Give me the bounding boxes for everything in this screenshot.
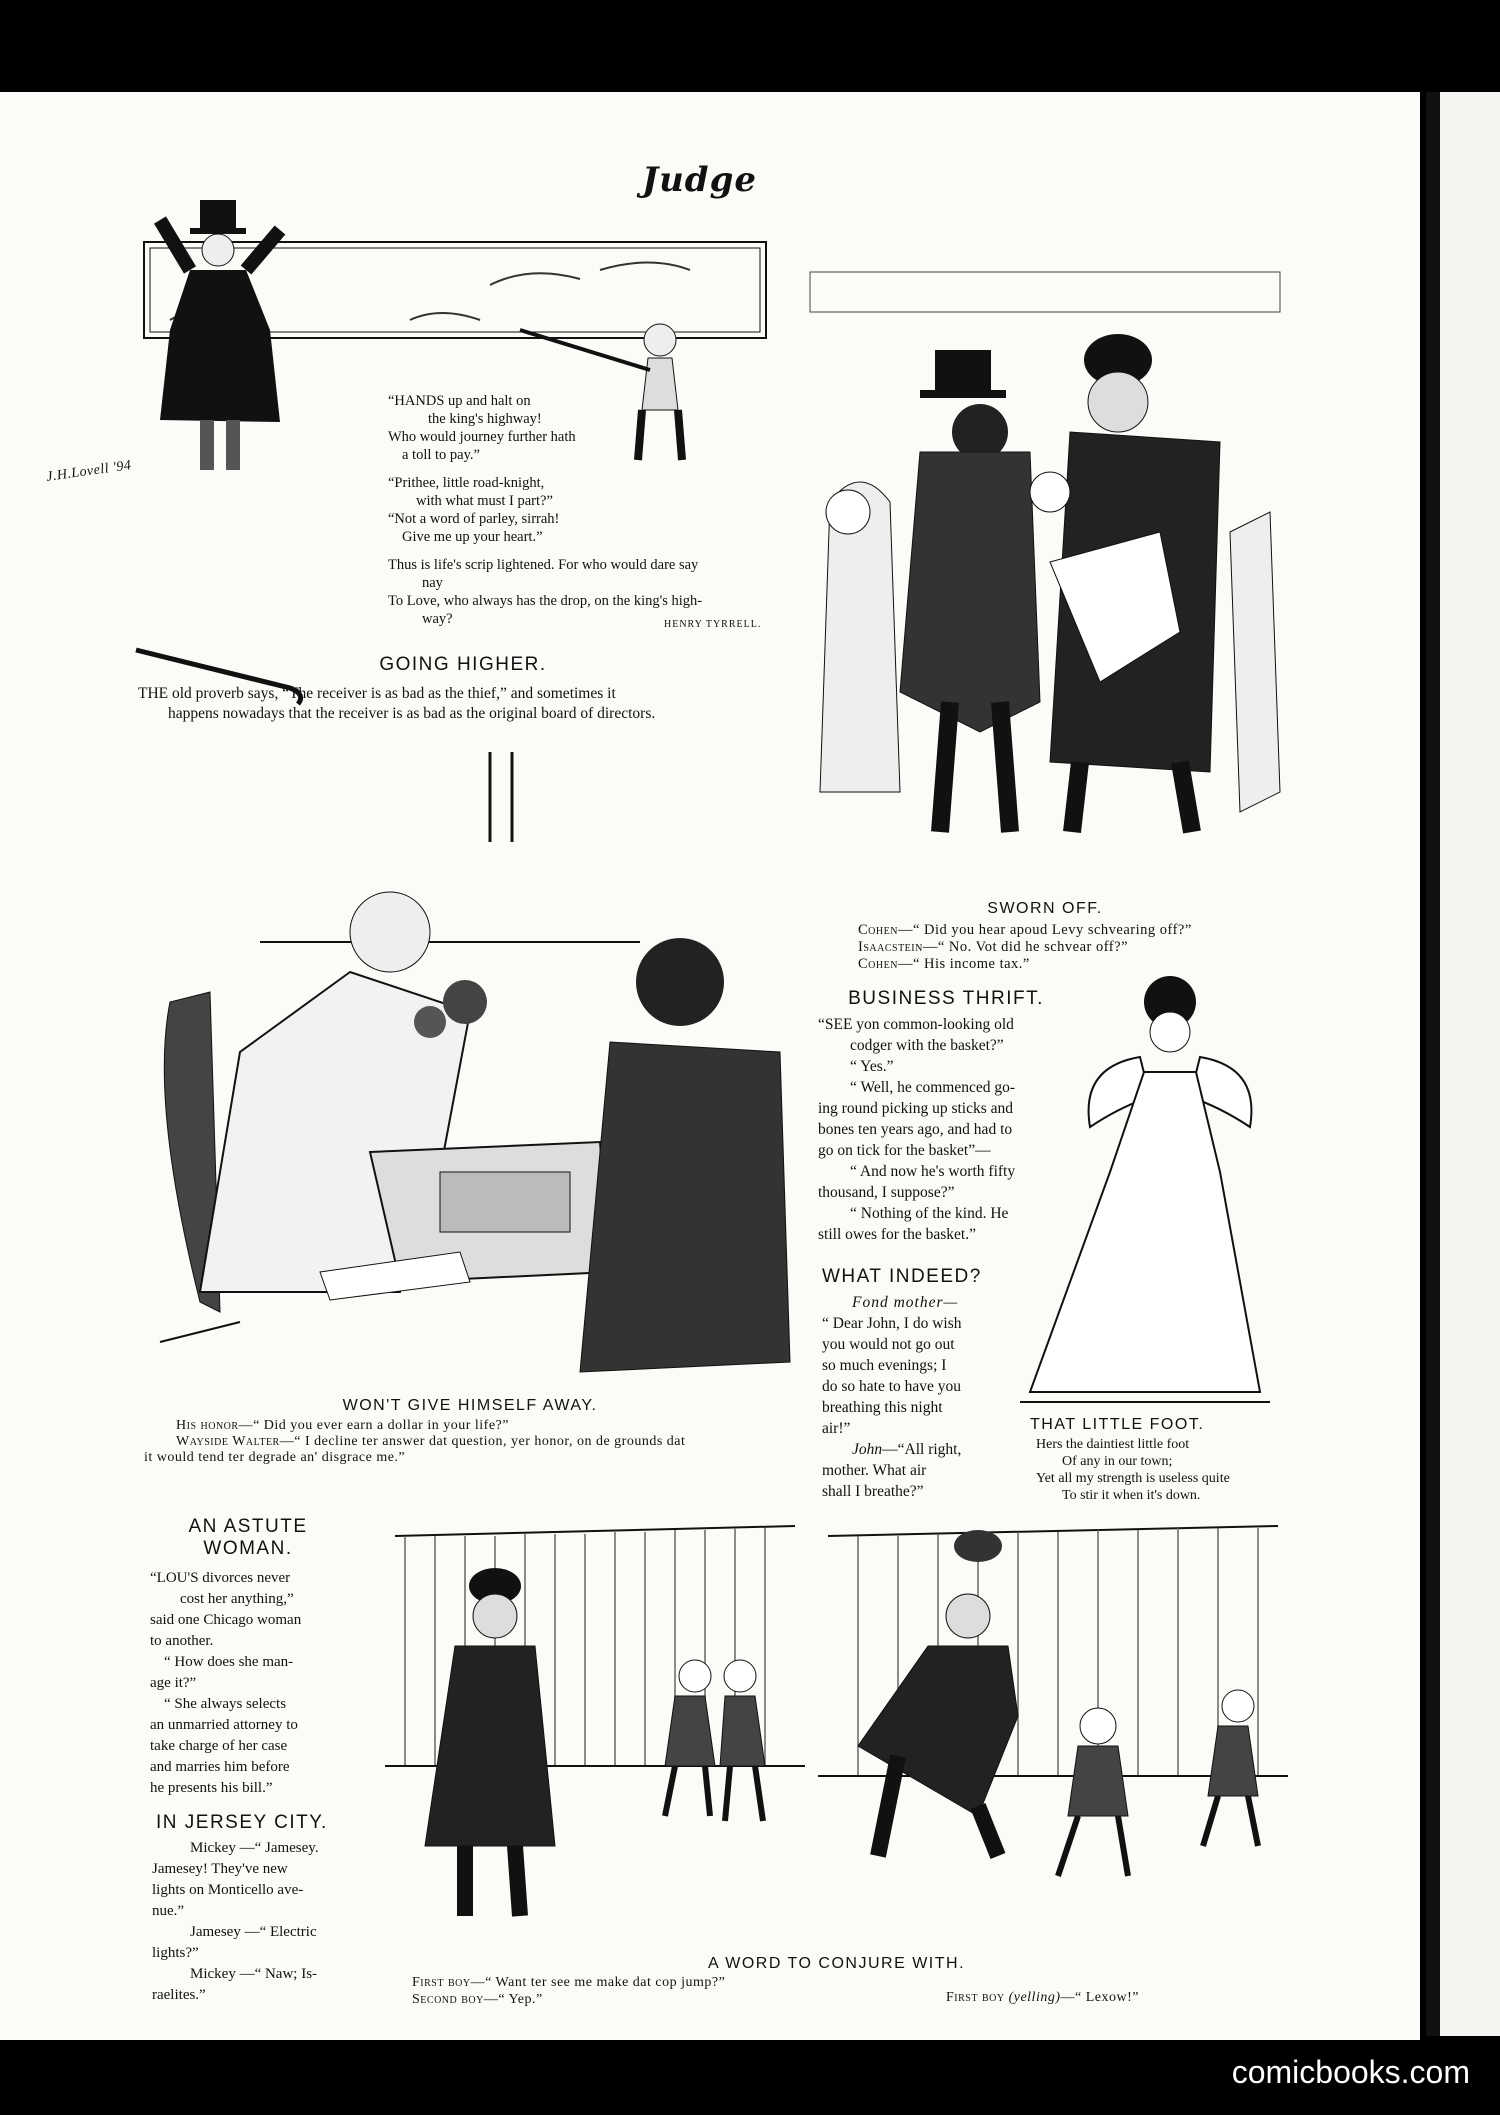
poem-line: Thus is life's scrip lightened. For who would dare say — [388, 557, 699, 573]
speaker-name: First boy — [412, 1975, 471, 1990]
text-line: an unmarried attorney to — [150, 1717, 298, 1733]
going-higher-heading: GOING HIGHER. — [379, 654, 547, 675]
astute-woman-text — [150, 1568, 346, 1799]
sworn-off-caption: SWORN OFF. — [987, 900, 1103, 917]
text-line: “ Well, he commenced go- — [850, 1079, 1016, 1096]
text-line: and marries him before — [150, 1759, 290, 1775]
text-line: shall I breathe?” — [822, 1483, 924, 1500]
what-indeed-heading: WHAT INDEED? — [822, 1266, 982, 1287]
text-line: ing round picking up sticks and — [818, 1100, 1014, 1117]
dialogue-text: —“ No. Vot did he schvear off?” — [922, 939, 1129, 955]
text-line: Jamesey! They've new — [152, 1861, 288, 1877]
speaker-name: Wayside Walter — [176, 1434, 280, 1449]
text-line: to another. — [150, 1633, 214, 1649]
poem-line: “Prithee, little road-knight, — [388, 475, 545, 491]
jumping-cop-illustration — [818, 1516, 1288, 1936]
text-line: raelites.” — [152, 1987, 206, 2003]
text-line: he presents his bill.” — [150, 1780, 273, 1796]
conjure-dialogue-left — [412, 1974, 725, 2008]
text-line: Jamesey —“ Electric — [190, 1924, 317, 1940]
text-line: thousand, I suppose?” — [818, 1184, 955, 1201]
jersey-city-heading: IN JERSEY CITY. — [156, 1812, 328, 1833]
dialogue-text: —“ Lexow!” — [1060, 1990, 1139, 2005]
poem-line: To Love, who always has the drop, on the king's high- — [388, 593, 703, 609]
speaker-name: John — [852, 1441, 883, 1458]
heading-line: AN ASTUTE — [188, 1516, 308, 1537]
poem-line: Give me up your heart.” — [402, 529, 543, 545]
text-line: codger with the basket?” — [850, 1037, 1004, 1054]
poem-line: To stir it when it's down. — [1062, 1488, 1201, 1503]
poem-line: Of any in our town; — [1062, 1454, 1173, 1469]
speaker-name: Fond mother — [852, 1294, 944, 1311]
adjacent-page-edge — [1426, 92, 1500, 2036]
text-line: nue.” — [152, 1903, 185, 1919]
poem-line: Who would journey further hath — [388, 429, 576, 445]
text-line: breathing this night — [822, 1399, 943, 1416]
poem-line: “Not a word of parley, sirrah! — [388, 511, 560, 527]
poem-line: Yet all my strength is useless quite — [1036, 1471, 1230, 1486]
text-line: lights?” — [152, 1945, 199, 1961]
text-line: “ She always selects — [164, 1696, 287, 1712]
little-foot-poem — [1036, 1436, 1230, 1504]
dialogue-text: —“ Want ter see me make dat cop jump?” — [470, 1975, 726, 1990]
text-line: go on tick for the basket”— — [818, 1142, 991, 1159]
speaker-name: First boy — [946, 1990, 1005, 2005]
magazine-page — [0, 92, 1420, 2040]
what-indeed-text: Fond mother— “ Dear John, I do wish you would not go out so much evenings; I do so hate to have you breathing this night air!” John—“All right, mother. What air shall I breathe?” — [822, 1292, 1002, 1502]
text-line: Mickey —“ Naw; Is- — [190, 1966, 318, 1982]
poem-line: with what must I part?” — [416, 493, 553, 509]
text-line: “LOU'S divorces never — [150, 1570, 291, 1586]
cop-and-boys-illustration — [385, 1516, 805, 1936]
sworn-off-illustration — [800, 232, 1290, 892]
stage-direction: (yelling) — [1008, 1990, 1061, 2005]
text-line: Mickey —“ Jamesey. — [190, 1840, 319, 1856]
text-line: do so hate to have you — [822, 1378, 962, 1395]
poem-line: “HANDS up and halt on — [388, 393, 531, 409]
text-line: take charge of her case — [150, 1738, 288, 1754]
text-line: “ Yes.” — [850, 1058, 894, 1075]
text-line: “ Nothing of the kind. He — [850, 1205, 1009, 1222]
heading-line: WOMAN. — [203, 1538, 293, 1559]
text-line: you would not go out — [822, 1336, 955, 1353]
wont-give-caption: WON'T GIVE HIMSELF AWAY. — [342, 1397, 598, 1414]
poem-line: Hers the daintiest little foot — [1036, 1437, 1190, 1452]
speaker-name: Cohen — [858, 922, 898, 938]
text-line: age it?” — [150, 1675, 197, 1691]
poem-line: the king's highway! — [428, 411, 542, 427]
speaker-name: Cohen — [858, 956, 898, 972]
conjure-caption: A WORD TO CONJURE WITH. — [707, 1955, 966, 1972]
text-line: bones ten years ago, and had to — [818, 1121, 1013, 1138]
speaker-name: Isaacstein — [858, 939, 923, 955]
masthead: Judge — [642, 160, 757, 200]
jersey-city-text — [152, 1838, 348, 2006]
poem-line: nay — [422, 575, 443, 591]
astute-woman-heading — [150, 1516, 346, 1560]
poem-line: a toll to pay.” — [402, 447, 480, 463]
footer-bar — [0, 2040, 1500, 2115]
courtroom-illustration — [140, 752, 800, 1392]
text-line: still owes for the basket.” — [818, 1226, 976, 1243]
text-line: lights on Monticello ave- — [152, 1882, 304, 1898]
text-line: said one Chicago woman — [150, 1612, 302, 1628]
going-higher-text-1: THE old proverb says, “The receiver is as bad as the thief,” and sometimes it — [138, 685, 616, 702]
text-line: “ Dear John, I do wish — [822, 1315, 962, 1332]
kings-highway-poem — [388, 392, 778, 628]
text-line: mother. What air — [822, 1462, 927, 1479]
dialogue-text: —“ His income tax.” — [897, 956, 1030, 972]
text-line: —“All right, — [882, 1441, 962, 1458]
lady-in-gown-illustration — [1020, 972, 1280, 1412]
text-line: cost her anything,” — [180, 1591, 294, 1607]
speaker-name: Second boy — [412, 1992, 484, 2007]
little-foot-caption: THAT LITTLE FOOT. — [1030, 1416, 1205, 1433]
dialogue-text: —“ Did you ever earn a dollar in your life?” — [238, 1418, 509, 1433]
dialogue-text: it would tend ter degrade an' disgrace me.” — [144, 1450, 406, 1465]
going-higher-text-2: happens nowadays that the receiver is as bad as the original board of directors. — [168, 705, 656, 722]
text-line: “ And now he's worth fifty — [850, 1163, 1016, 1180]
text-line: “SEE yon common-looking old — [818, 1016, 1014, 1033]
dialogue-text: —“ I decline ter answer dat question, yer honor, on de grounds dat — [279, 1434, 686, 1449]
speaker-name: His honor — [176, 1418, 239, 1433]
sworn-off-dialogue — [858, 922, 1192, 973]
conjure-dialogue-right — [946, 1990, 1139, 2006]
poem-line: way? — [422, 611, 453, 627]
business-thrift-heading: BUSINESS THRIFT. — [848, 988, 1044, 1009]
artist-signature: J.H.Lovell '94 — [45, 458, 133, 485]
text-line: air!” — [822, 1420, 851, 1437]
dialogue-text: —“ Did you hear apoud Levy schvearing off?” — [897, 922, 1192, 938]
text-line: “ How does she man- — [164, 1654, 294, 1670]
wont-give-dialogue — [144, 1418, 686, 1466]
dialogue-text: —“ Yep.” — [483, 1992, 543, 2007]
poem-author: HENRY TYRRELL. — [664, 619, 762, 630]
watermark: comicbooks.com — [1231, 2054, 1470, 2090]
text-line: so much evenings; I — [822, 1357, 947, 1374]
